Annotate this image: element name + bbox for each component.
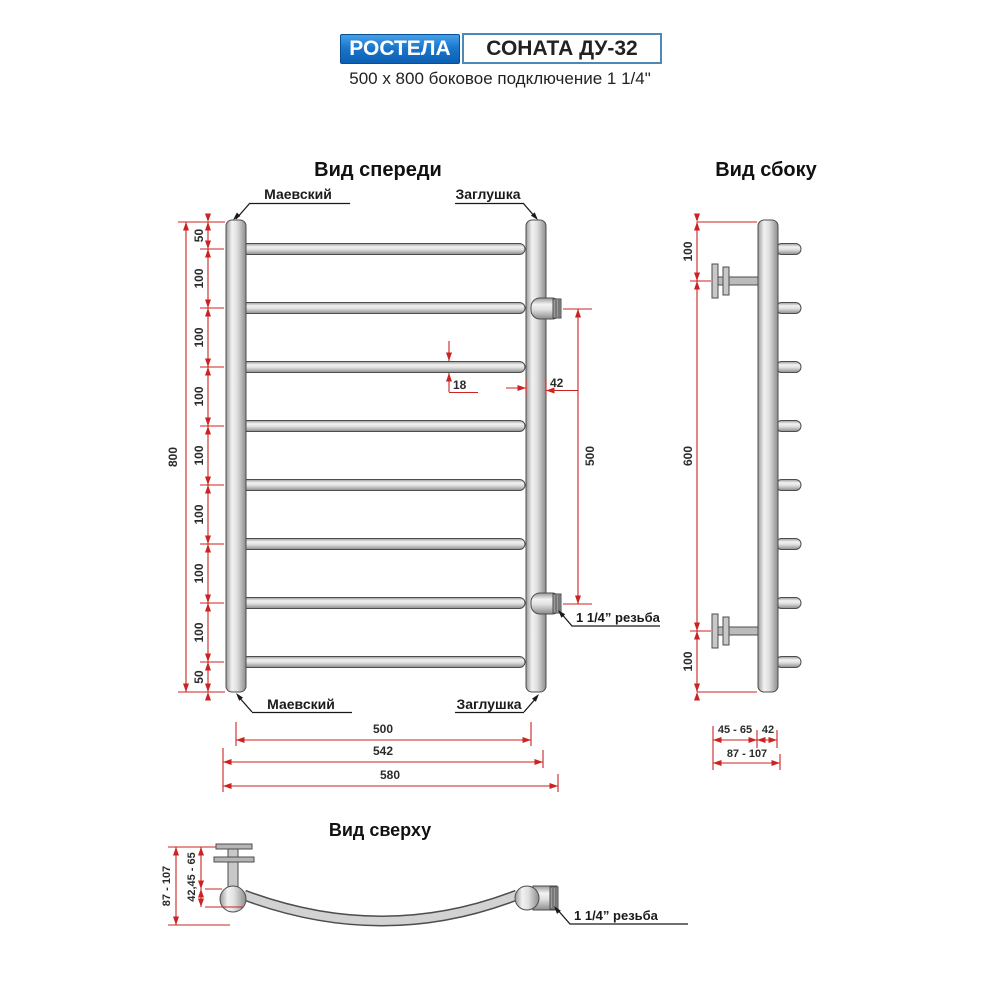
dim-500-width: 500 — [372, 722, 394, 736]
product-subtitle: 500 x 800 боковое подключение 1 1/4" — [349, 69, 651, 88]
dim-42-45-65: 42,45 - 65 — [186, 852, 198, 902]
plug-label-top: Заглушка — [455, 186, 521, 202]
left-post — [226, 220, 246, 692]
side-stubs — [776, 244, 801, 668]
chain-seg: 100 — [192, 445, 206, 466]
dim-87-107-top: 87 - 107 — [161, 865, 173, 907]
chain-seg: 100 — [192, 386, 206, 407]
chain-seg: 100 — [192, 563, 206, 584]
rung — [237, 598, 525, 609]
top-view — [161, 820, 688, 925]
dim-front-chain — [192, 214, 224, 701]
dim-42-side: 42 — [761, 724, 775, 736]
thread-label-top: 1 1/4” резьба — [574, 908, 658, 923]
rung — [237, 303, 525, 314]
chain-seg: 100 — [192, 504, 206, 525]
top-view-title: Вид сверху — [328, 820, 432, 840]
chain-seg: 100 — [192, 327, 206, 348]
model-badge: СОНАТА ДУ-32 — [462, 33, 662, 64]
chain-seg: 100 — [192, 622, 206, 643]
wall-bracket-bottom — [712, 614, 760, 648]
front-view-title: Вид спереди — [314, 159, 442, 181]
maevsky-label-top: Маевский — [264, 186, 332, 202]
curved-rung — [244, 895, 517, 921]
dim-42: 42 — [550, 376, 564, 390]
dim-18: 18 — [453, 378, 467, 392]
dim-580-width: 580 — [379, 768, 401, 782]
front-view — [166, 159, 661, 792]
wall-bracket-top — [712, 264, 760, 298]
dim-45-65: 45 - 65 — [717, 724, 753, 736]
bracket-wall-plate — [216, 844, 252, 849]
rung — [237, 480, 525, 491]
side-view — [681, 159, 818, 770]
lower-fitting-thread — [553, 594, 561, 613]
rung — [237, 362, 525, 373]
right-post — [526, 220, 546, 692]
top-fitting — [515, 886, 558, 910]
stub — [776, 657, 801, 668]
upper-fitting — [531, 298, 561, 319]
stub — [776, 480, 801, 491]
dim-800: 800 — [166, 446, 180, 468]
stub — [776, 539, 801, 550]
stub — [776, 421, 801, 432]
plug-label-bottom: Заглушка — [456, 696, 522, 712]
right-post-top — [515, 886, 539, 910]
brand-badge: РОСТЕЛА — [340, 34, 460, 64]
stub — [776, 598, 801, 609]
bracket-wall-plate — [712, 264, 718, 298]
dim-widths — [223, 722, 558, 792]
rung — [237, 244, 525, 255]
side-chain-seg: 100 — [681, 651, 695, 672]
stub — [776, 303, 801, 314]
lower-fitting — [531, 593, 561, 614]
bracket-flange — [214, 857, 254, 862]
side-post — [758, 220, 778, 692]
bracket-wall-plate — [712, 614, 718, 648]
thread-label-front: 1 1/4” резьба — [576, 610, 660, 625]
side-chain-seg: 100 — [681, 241, 695, 262]
side-view-title: Вид сбоку — [715, 159, 817, 181]
dim-500-vert: 500 — [583, 445, 597, 467]
bracket-flange — [723, 267, 729, 295]
bracket-flange — [723, 617, 729, 645]
rung — [237, 421, 525, 432]
maevsky-label-bottom: Маевский — [267, 696, 335, 712]
chain-seg: 50 — [192, 670, 206, 684]
rung — [237, 539, 525, 550]
stub — [776, 244, 801, 255]
dim-between-fittings — [563, 309, 597, 604]
dim-542-width: 542 — [372, 744, 394, 758]
rung — [237, 657, 525, 668]
dim-side-depth — [713, 724, 780, 770]
chain-seg: 100 — [192, 268, 206, 289]
dim-87-107-side: 87 - 107 — [726, 748, 768, 760]
left-post-top — [220, 886, 246, 912]
rungs — [237, 244, 525, 668]
top-fitting-thread — [550, 887, 558, 909]
stub — [776, 362, 801, 373]
upper-fitting-thread — [553, 299, 561, 318]
side-chain-seg: 600 — [681, 445, 695, 467]
chain-seg: 50 — [192, 228, 206, 243]
